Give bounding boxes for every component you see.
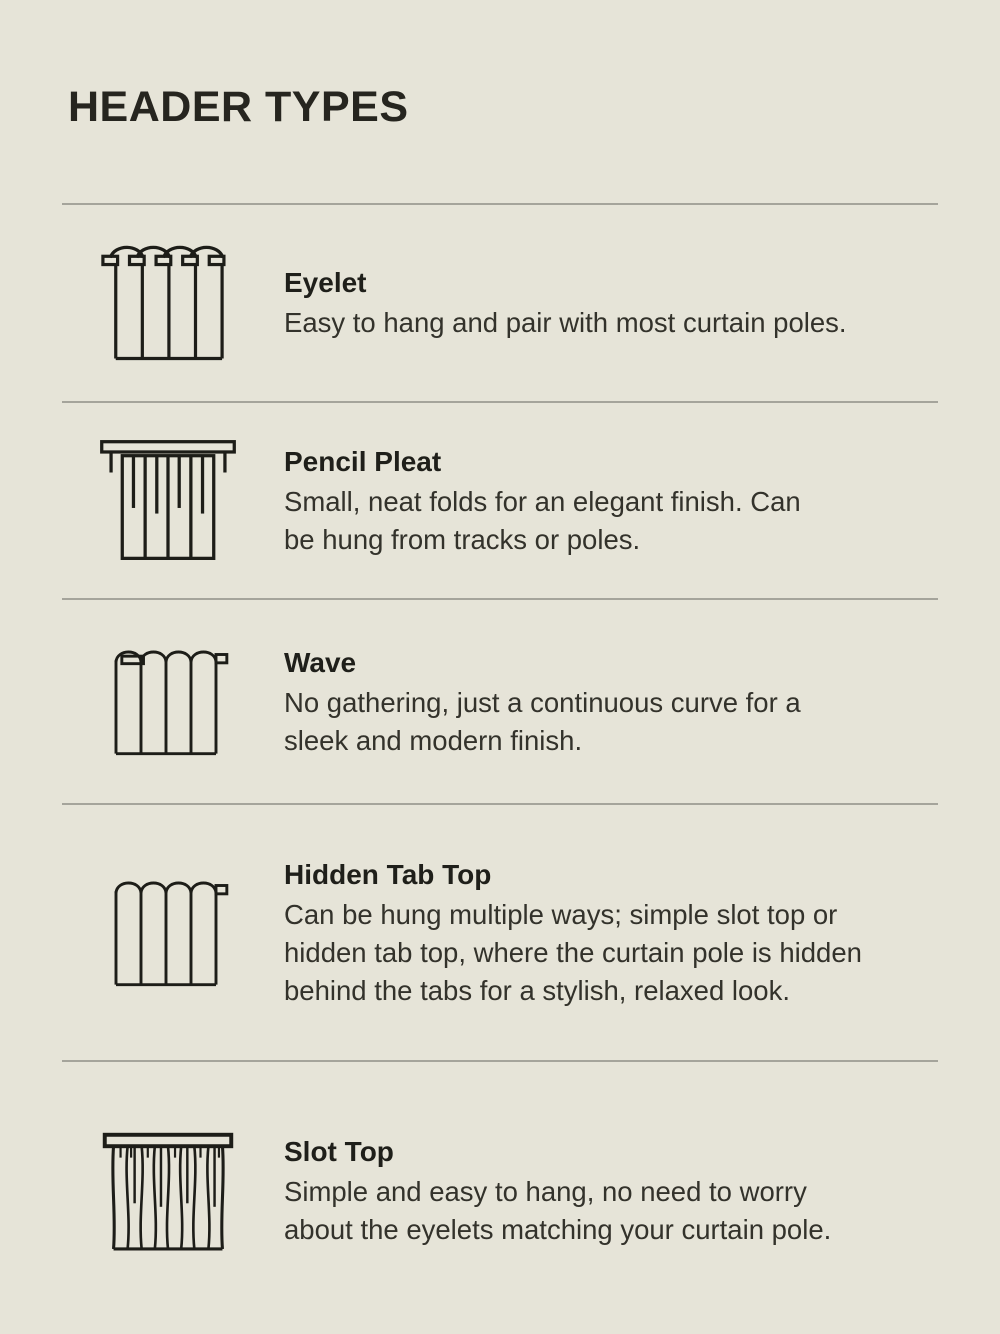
hidden-tab-top-curtain-icon-svg	[106, 872, 231, 994]
row-eyelet-desc-line: Easy to hang and pair with most curtain poles.	[284, 307, 847, 338]
row-hidden-tab-top-title: Hidden Tab Top	[284, 858, 492, 890]
page-title: HEADER TYPES	[68, 83, 409, 131]
eyelet-curtain-icon	[98, 243, 238, 364]
row-slot-top	[62, 1062, 938, 1320]
wave-curtain-icon	[98, 641, 238, 763]
row-pencil-pleat	[62, 403, 938, 598]
row-slot-top-desc-line: Simple and easy to hang, no need to worry	[284, 1176, 807, 1207]
row-hidden-tab-top-desc-line: Can be hung multiple ways; simple slot top or	[284, 898, 838, 930]
slot-top-curtain-icon	[98, 1126, 238, 1256]
row-eyelet-title: Eyelet	[284, 267, 367, 298]
wave-curtain-icon-svg	[106, 641, 231, 763]
pencil-pleat-curtain-icon-svg	[98, 435, 238, 566]
row-pencil-pleat-title: Pencil Pleat	[284, 445, 442, 477]
row-slot-top-desc-line: about the eyelets matching your curtain pole.	[284, 1214, 832, 1245]
row-wave-title: Wave	[284, 646, 357, 678]
pencil-pleat-curtain-icon	[98, 435, 238, 566]
row-hidden-tab-top-desc-line: behind the tabs for a stylish, relaxed look.	[284, 974, 790, 1006]
row-pencil-pleat-text	[284, 443, 938, 559]
row-hidden-tab-top-text	[284, 856, 938, 1010]
row-hidden-tab-top-desc-line: hidden tab top, where the curtain pole is hidden	[284, 936, 862, 968]
hidden-tab-top-curtain-icon	[98, 872, 238, 994]
row-hidden-tab-top	[62, 805, 938, 1060]
row-wave-text	[284, 644, 938, 760]
row-pencil-pleat-desc-line: be hung from tracks or poles.	[284, 523, 641, 555]
row-wave-desc-line: No gathering, just a continuous curve for a	[284, 686, 801, 718]
row-eyelet-text	[284, 264, 938, 342]
row-pencil-pleat-desc-line: Small, neat folds for an elegant finish. Can	[284, 485, 801, 517]
eyelet-curtain-icon-svg	[99, 243, 237, 364]
row-wave-desc-line: sleek and modern finish.	[284, 724, 583, 756]
row-wave	[62, 600, 938, 803]
row-slot-top-title: Slot Top	[284, 1136, 394, 1167]
row-eyelet	[62, 205, 938, 401]
row-slot-top-text	[284, 1133, 938, 1249]
slot-top-curtain-icon-svg	[102, 1126, 234, 1256]
